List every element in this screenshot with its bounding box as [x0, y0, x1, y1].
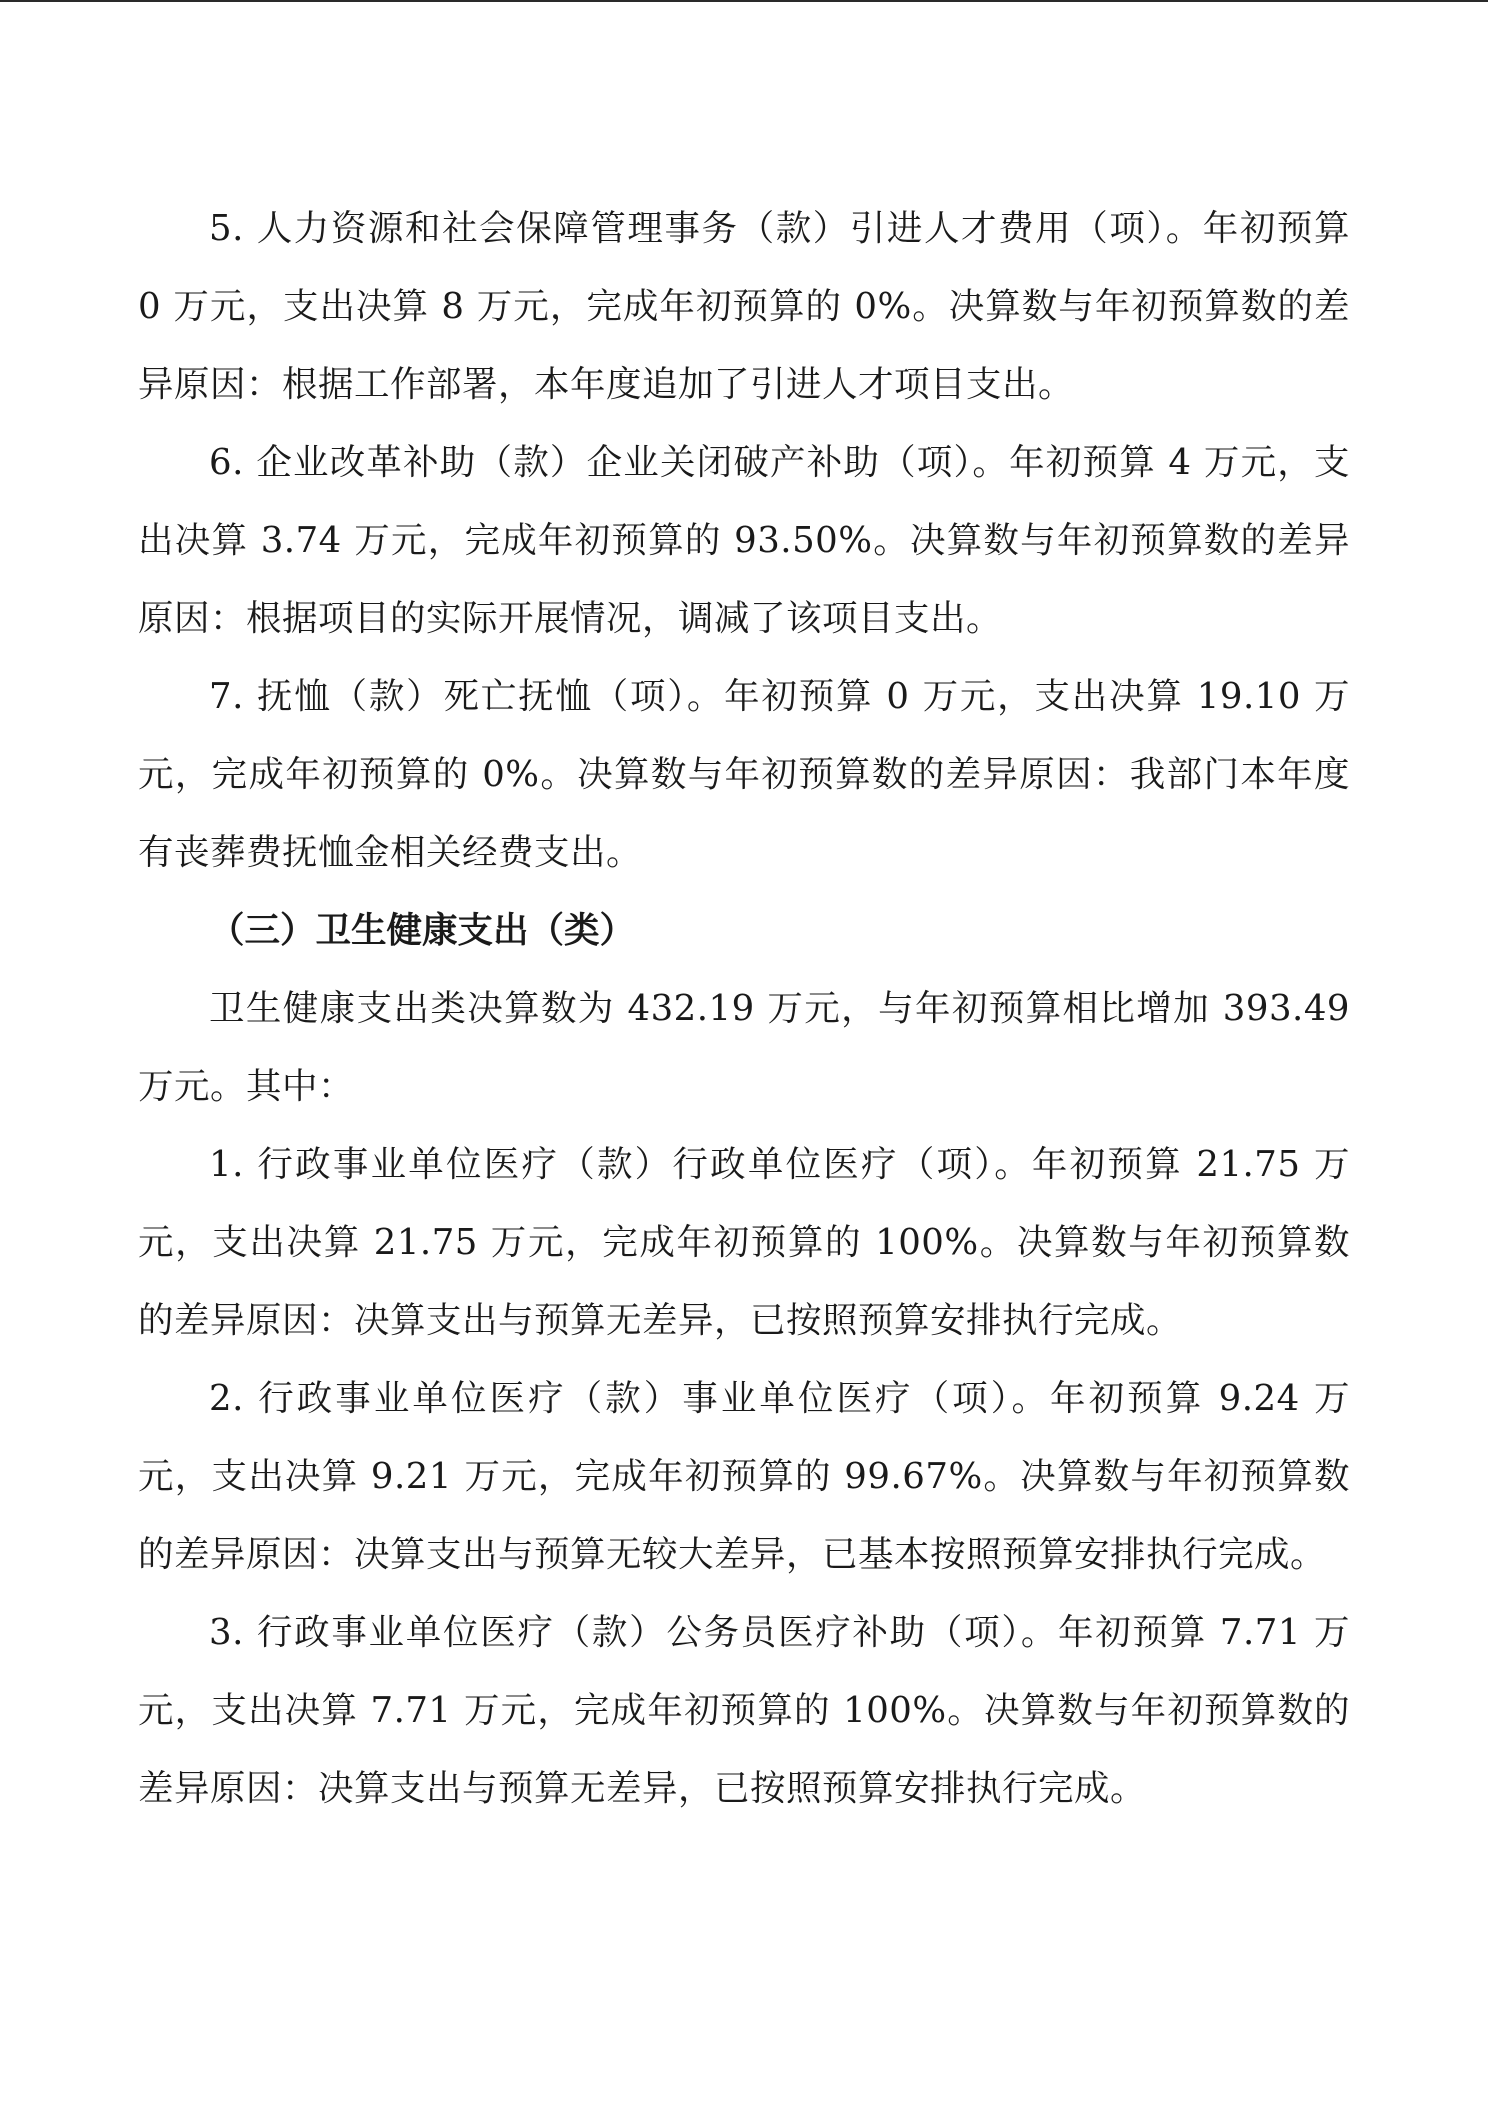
paragraph-health-summary: 卫生健康支出类决算数为 432.19 万元，与年初预算相比增加 393.49 万元。其中：: [138, 988, 1350, 1107]
document-body: [138, 190, 1350, 1828]
paragraph-item-7-death-pension: 7. 抚恤（款）死亡抚恤（项）。年初预算 0 万元，支出决算 19.10 万元，完成年初预算的 0%。决算数与年初预算数的差异原因：我部门本年度有丧葬费抚恤金相关经费支出。: [138, 676, 1350, 873]
paragraph-item-3-civil-servant-medical-subsidy: 3. 行政事业单位医疗（款）公务员医疗补助（项）。年初预算 7.71 万元，支出决算 7.71 万元，完成年初预算的 100%。决算数与年初预算数的差异原因：决算支出与预算无差异，已按照预算安排执行完成。: [138, 1612, 1350, 1809]
paragraph-item-5-talent-fees: 5. 人力资源和社会保障管理事务（款）引进人才费用（项）。年初预算 0 万元，支出决算 8 万元，完成年初预算的 0%。决算数与年初预算数的差异原因：根据工作部署，本年度追加了引进人才项目支出。: [138, 208, 1350, 405]
page-top-border: [0, 0, 1488, 2]
section-heading-health-expenditure: （三）卫生健康支出（类）: [209, 910, 636, 951]
paragraph-item-6-enterprise-bankruptcy-subsidy: 6. 企业改革补助（款）企业关闭破产补助（项）。年初预算 4 万元，支出决算 3.74 万元，完成年初预算的 93.50%。决算数与年初预算数的差异原因：根据项目的实际开展情况，调减了该项目支出。: [138, 442, 1350, 639]
paragraph-item-2-public-institution-medical: 2. 行政事业单位医疗（款）事业单位医疗（项）。年初预算 9.24 万元，支出决算 9.21 万元，完成年初预算的 99.67%。决算数与年初预算数的差异原因：决算支出与预算无较大差异，已基本按照预算安排执行完成。: [138, 1378, 1350, 1575]
paragraph-item-1-admin-unit-medical: 1. 行政事业单位医疗（款）行政单位医疗（项）。年初预算 21.75 万元，支出决算 21.75 万元，完成年初预算的 100%。决算数与年初预算数的差异原因：决算支出与预算无差异，已按照预算安排执行完成。: [138, 1144, 1350, 1341]
